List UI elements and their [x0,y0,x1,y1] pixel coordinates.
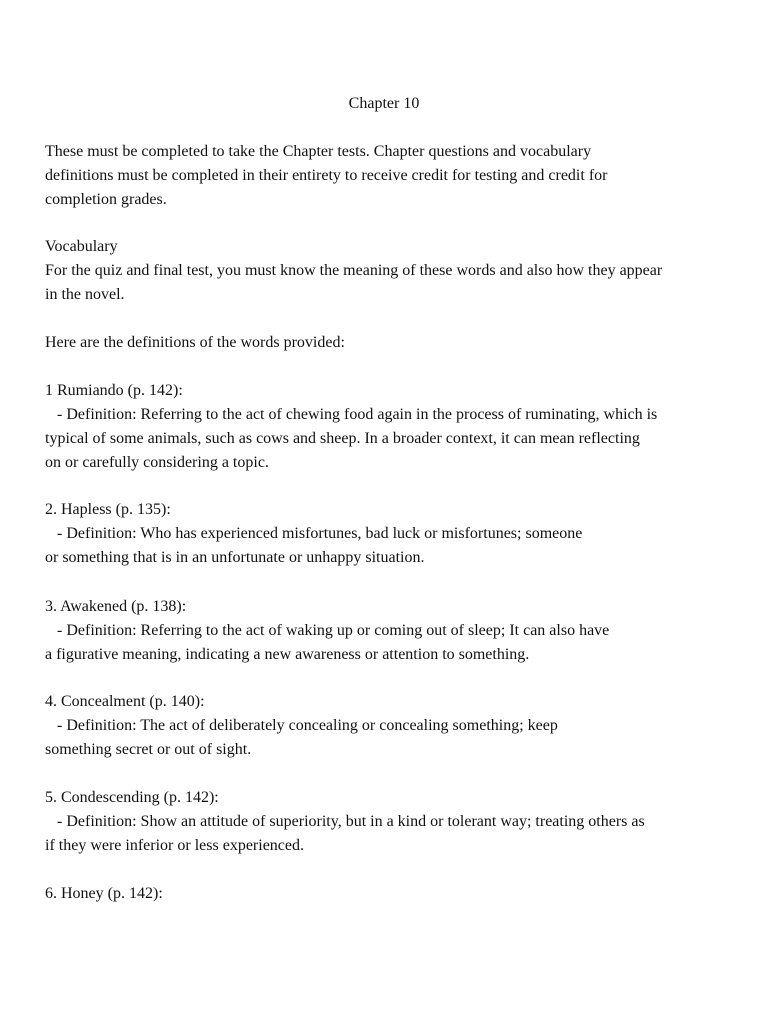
definition-line: - Definition: Who has experienced misfortunes, bad luck or misfortunes; someone [57,525,583,542]
vocab-entry-6 [45,882,735,906]
definition-line: if they were inferior or less experienced. [45,837,304,854]
definition-line: - Definition: Show an attitude of superiority, but in a kind or tolerant way; treating others as [57,813,645,830]
vocab-term: 4. Concealment (p. 140): [45,693,205,710]
vocabulary-text-line: For the quiz and final test, you must know the meaning of these words and also how they appear [45,262,663,279]
definition-line: on or carefully considering a topic. [45,454,269,471]
vocab-entry-5 [45,786,735,858]
chapter-title: Chapter 10 [348,95,420,112]
definition-line: or something that is in an unfortunate or unhappy situation. [45,549,425,566]
intro-paragraph [45,140,735,212]
vocab-entry-3 [45,595,735,667]
vocabulary-text-line: in the novel. [45,286,125,303]
intro-line: These must be completed to take the Chapter tests. Chapter questions and vocabulary [45,143,592,160]
vocab-entry-2 [45,498,735,570]
vocab-term: 6. Honey (p. 142): [45,885,163,902]
vocab-entry-4 [45,690,735,762]
definition-line: typical of some animals, such as cows and sheep. In a broader context, it can mean reflecting [45,430,640,447]
intro-line: definitions must be completed in their entirety to receive credit for testing and credit for [45,167,608,184]
vocabulary-section [45,235,735,307]
vocab-entry-1 [45,379,735,475]
vocab-term: 5. Condescending (p. 142): [45,789,219,806]
definition-line: - Definition: Referring to the act of chewing food again in the process of ruminating, which is [57,406,658,423]
definition-line: - Definition: The act of deliberately concealing or concealing something; keep [57,717,558,734]
definition-line: a figurative meaning, indicating a new awareness or attention to something. [45,646,530,663]
definition-line: - Definition: Referring to the act of waking up or coming out of sleep; It can also have [57,622,610,639]
intro-line: completion grades. [45,191,167,208]
vocab-term: 2. Hapless (p. 135): [45,501,171,518]
vocab-term: 3. Awakened (p. 138): [45,598,187,615]
vocabulary-heading: Vocabulary [45,238,118,255]
definition-line: something secret or out of sight. [45,741,252,758]
definitions-intro: Here are the definitions of the words provided: [45,334,345,351]
vocab-term: 1 Rumiando (p. 142): [45,382,183,399]
